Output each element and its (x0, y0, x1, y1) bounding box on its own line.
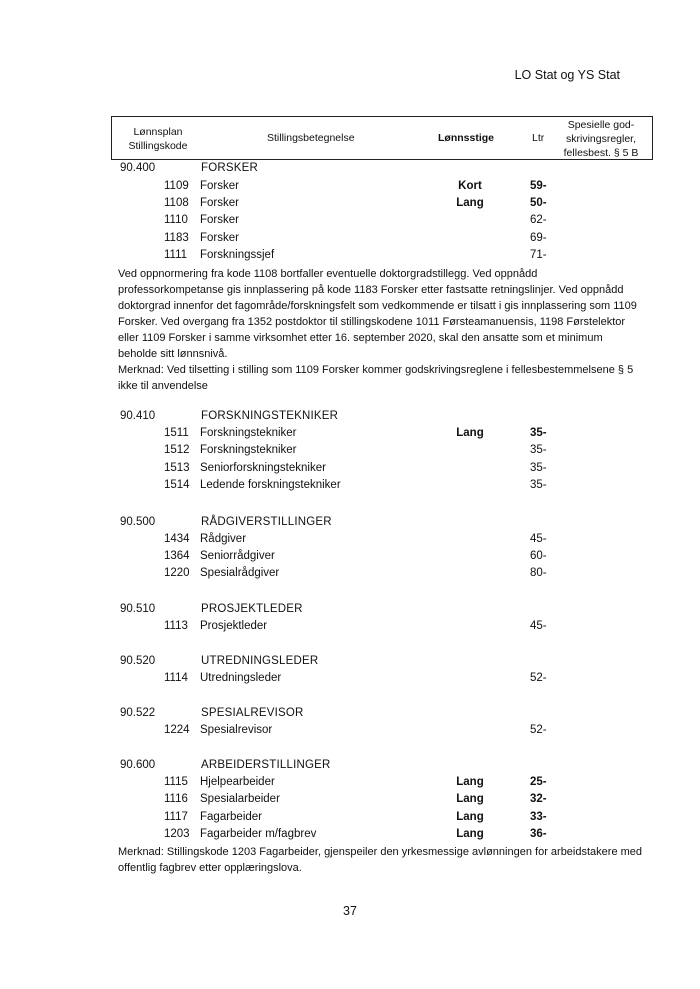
section-title: UTREDNINGSLEDER (201, 655, 319, 667)
row-ltr: 35- (530, 462, 547, 474)
section-code: 90.520 (120, 655, 156, 667)
row-code: 1364 (164, 550, 190, 562)
row-name: Ledende forskningstekniker (200, 479, 341, 491)
row-code: 1183 (164, 232, 189, 244)
row-name: Fagarbeider m/fagbrev (200, 828, 317, 840)
row-name: Forsker (200, 197, 239, 209)
row-code: 1109 (164, 180, 189, 192)
row-code: 1113 (164, 620, 188, 632)
row-stige: Lang (456, 427, 484, 439)
row-name: Spesialrådgiver (200, 567, 280, 579)
section-note (118, 266, 658, 394)
table-row (111, 249, 671, 266)
row-code: 1203 (164, 828, 190, 840)
row-ltr: 25- (530, 776, 547, 788)
row-code: 1117 (164, 811, 188, 823)
row-code: 1512 (164, 444, 190, 456)
table-row (111, 828, 671, 845)
table-header (111, 116, 653, 160)
row-code: 1224 (164, 724, 190, 736)
page-header: LO Stat og YS Stat (514, 68, 620, 82)
row-ltr: 80- (530, 567, 547, 579)
row-name: Forsker (200, 232, 239, 244)
row-name: Rådgiver (200, 533, 247, 545)
row-ltr: 71- (530, 249, 547, 261)
row-code: 1111 (164, 249, 188, 261)
row-ltr: 45- (530, 620, 547, 632)
row-code: 1116 (164, 793, 188, 805)
row-code: 1110 (164, 214, 188, 226)
row-ltr: 52- (530, 672, 547, 684)
row-ltr: 35- (530, 444, 547, 456)
table-row (111, 811, 671, 828)
section-code: 90.400 (120, 162, 156, 174)
table-row (111, 232, 671, 249)
row-name: Spesialarbeider (200, 793, 280, 805)
row-code: 1114 (164, 672, 188, 684)
section-title: ARBEIDERSTILLINGER (201, 759, 331, 771)
section-title: FORSKNINGSTEKNIKER (201, 410, 339, 422)
row-stige: Lang (456, 197, 484, 209)
row-code: 1434 (164, 533, 190, 545)
note-line: offentlig fagbrev etter opplæringslova. (118, 862, 302, 874)
row-ltr: 45- (530, 533, 547, 545)
row-ltr: 35- (530, 479, 547, 491)
page-number: 37 (343, 904, 357, 918)
section-title: SPESIALREVISOR (201, 707, 304, 719)
note-line: doktorgrad innenfor det fagområde/forskningsfelt som vedkommende er tilsatt i gis innplassering som 1109 (118, 300, 637, 312)
note-line: Ved oppnormering fra kode 1108 bortfaller eventuelle doktorgradstillegg. Ved oppnådd (118, 268, 538, 280)
table-row (111, 197, 671, 214)
col-lonnsplan: Lønnsplan Stillingskode (128, 126, 188, 152)
table-row (111, 620, 671, 637)
row-name: Forsker (200, 180, 239, 192)
row-ltr: 32- (530, 793, 547, 805)
col-stillingsbetegnelse: Stillingsbetegnelse (267, 132, 355, 144)
table-row (111, 214, 671, 231)
table-row (111, 724, 671, 741)
row-code: 1115 (164, 776, 188, 788)
table-row (111, 776, 671, 793)
section-header (111, 516, 671, 533)
section-header (111, 655, 671, 672)
note-line: Merknad: Ved tilsetting i stilling som 1109 Forsker kommer godskrivingsreglene i fellesbestemmelsene § 5 (118, 364, 634, 376)
table-row (111, 427, 671, 444)
table-row (111, 567, 671, 584)
row-name: Prosjektleder (200, 620, 268, 632)
row-code: 1513 (164, 462, 190, 474)
table-row (111, 533, 671, 550)
row-code: 1511 (164, 427, 189, 439)
note-line: eller 1109 Forsker i samme virksomhet etter 16. september 2020, skal den ansatte som et minimum (118, 332, 603, 344)
section-header (111, 410, 671, 427)
note-line: beholde sitt lønnsnivå. (118, 348, 228, 360)
section-code: 90.500 (120, 516, 156, 528)
section-code: 90.410 (120, 410, 156, 422)
col-spesielle: Spesielle god- skrivingsregler, fellesbest. § 5 B (563, 119, 639, 159)
section-title: RÅDGIVERSTILLINGER (201, 516, 332, 528)
row-stige: Lang (456, 776, 484, 788)
row-ltr: 62- (530, 214, 547, 226)
row-ltr: 36- (530, 828, 547, 840)
row-name: Seniorforskningstekniker (200, 462, 326, 474)
note-line: professorkompetanse gis innplassering på kode 1183 Forsker etter fastsatte retningslinjer. Ved oppnådd (118, 284, 624, 296)
row-code: 1514 (164, 479, 190, 491)
row-ltr: 35- (530, 427, 547, 439)
section-header (111, 162, 671, 179)
table-row (111, 550, 671, 567)
row-name: Hjelpearbeider (200, 776, 275, 788)
note-line: ikke til anvendelse (118, 380, 208, 392)
section-header (111, 707, 671, 724)
note-line: Merknad: Stillingskode 1203 Fagarbeider, gjenspeiler den yrkesmessige avlønningen for arbeidstakere med (118, 846, 643, 858)
table-row (111, 462, 671, 479)
section-code: 90.522 (120, 707, 156, 719)
row-ltr: 59- (530, 180, 547, 192)
row-code: 1220 (164, 567, 190, 579)
row-name: Forskningstekniker (200, 427, 297, 439)
row-ltr: 60- (530, 550, 547, 562)
row-name: Fagarbeider (200, 811, 263, 823)
table-row (111, 180, 671, 197)
table-row (111, 672, 671, 689)
section-header (111, 759, 671, 776)
row-ltr: 69- (530, 232, 547, 244)
table-row (111, 793, 671, 810)
row-stige: Kort (458, 180, 482, 192)
row-code: 1108 (164, 197, 189, 209)
row-name: Forskningstekniker (200, 444, 297, 456)
row-stige: Lang (456, 811, 484, 823)
col-ltr: Ltr (532, 132, 545, 144)
section-title: FORSKER (201, 162, 258, 174)
row-ltr: 52- (530, 724, 547, 736)
section-code: 90.600 (120, 759, 156, 771)
section-header (111, 603, 671, 620)
row-ltr: 50- (530, 197, 547, 209)
row-name: Seniorrådgiver (200, 550, 275, 562)
section-note (118, 844, 658, 876)
section-title: PROSJEKTLEDER (201, 603, 303, 615)
row-stige: Lang (456, 793, 484, 805)
row-name: Forskningssjef (200, 249, 275, 261)
row-name: Spesialrevisor (200, 724, 273, 736)
table-row (111, 444, 671, 461)
row-stige: Lang (456, 828, 484, 840)
row-name: Utredningsleder (200, 672, 282, 684)
row-ltr: 33- (530, 811, 547, 823)
col-lonnsstige: Lønnsstige (438, 132, 495, 144)
row-name: Forsker (200, 214, 239, 226)
note-line: Forsker. Ved overgang fra 1352 postdoktor til stillingskodene 1011 Førsteamanuensis, 1198 Førstelektor (118, 316, 626, 328)
section-code: 90.510 (120, 603, 156, 615)
table-row (111, 479, 671, 496)
